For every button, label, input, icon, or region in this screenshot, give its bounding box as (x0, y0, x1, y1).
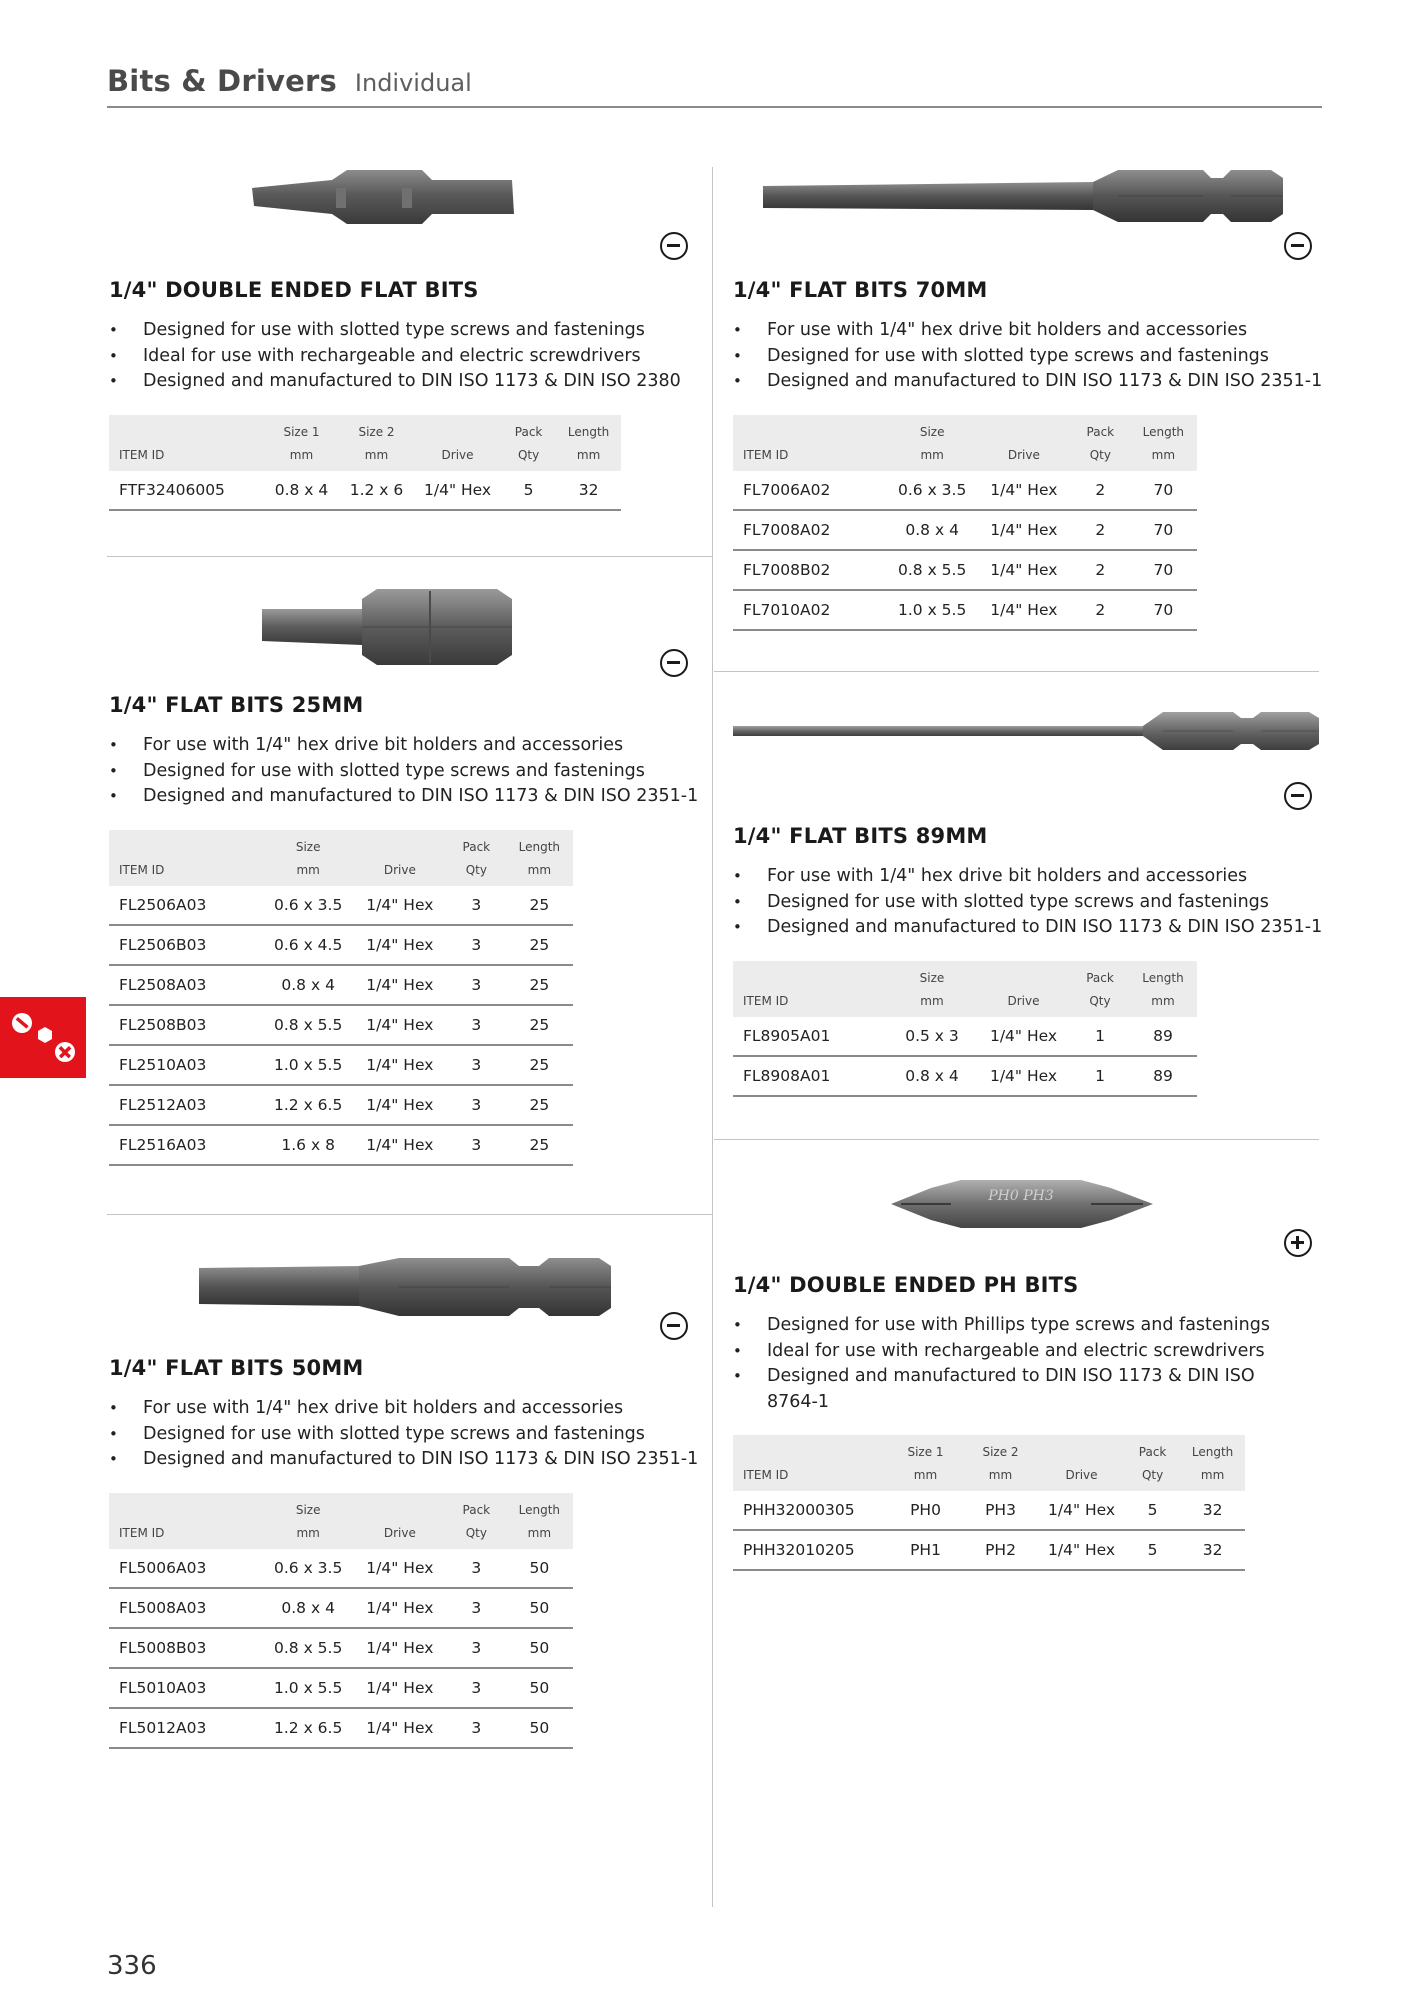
category-tab[interactable] (0, 997, 86, 1078)
page-number: 336 (107, 1951, 157, 1981)
feature-list (109, 1396, 698, 1473)
column-header: ITEM ID (733, 415, 888, 471)
page-header (107, 64, 1322, 108)
feature-item: • Designed for use with slotted type screws and fastenings (733, 344, 1322, 370)
column-header: Drive (976, 415, 1071, 471)
feature-list (109, 318, 681, 395)
column-header: ITEM ID (109, 415, 264, 471)
page-title: Bits & Drivers (107, 64, 337, 98)
table-row: FL5008A03 0.8 x 4 1/4" Hex 3 50 (109, 1588, 573, 1628)
page-subtitle: Individual (354, 69, 472, 97)
slotted-drive-icon (660, 649, 688, 677)
column-header: Size 1 mm (888, 1435, 963, 1491)
table-row: FL2508B03 0.8 x 5.5 1/4" Hex 3 25 (109, 1005, 573, 1045)
spec-table (109, 830, 573, 1166)
column-header: Pack Qty (1071, 961, 1129, 1017)
column-header: Size mm (888, 961, 976, 1017)
spec-table (109, 1493, 573, 1749)
table-body (109, 1549, 573, 1748)
section-title: 1/4" DOUBLE ENDED PH BITS (733, 1273, 1079, 1297)
pack-qty: 5 (501, 471, 556, 510)
feature-item: • For use with 1/4" hex drive bit holders and accessories (733, 864, 1322, 890)
table-row: FL8908A01 0.8 x 4 1/4" Hex 1 89 (733, 1056, 1197, 1096)
table-body (733, 471, 1197, 630)
feature-item: • Designed for use with slotted type screws and fastenings (109, 318, 681, 344)
table-row: FL2506B03 0.6 x 4.5 1/4" Hex 3 25 (109, 925, 573, 965)
table-row: FL2512A03 1.2 x 6.5 1/4" Hex 3 25 (109, 1085, 573, 1125)
column-header: Drive (1038, 1435, 1125, 1491)
table-row: FL5006A03 0.6 x 3.5 1/4" Hex 3 50 (109, 1549, 573, 1588)
item-id: FTF32406005 (109, 471, 264, 510)
feature-item: • Designed and manufactured to DIN ISO 1173 & DIN ISO 2351-1 (109, 1447, 698, 1473)
phillips-drive-icon (1284, 1229, 1312, 1257)
product-image (199, 1254, 611, 1326)
column-header: Length mm (505, 1493, 573, 1549)
column-header: ITEM ID (733, 1435, 888, 1491)
product-flat-bits-89mm (733, 700, 1323, 1120)
column-header: Size mm (264, 830, 352, 886)
spec-table (733, 1435, 1245, 1571)
table-row: FL7010A02 1.0 x 5.5 1/4" Hex 2 70 (733, 590, 1197, 630)
section-title: 1/4" FLAT BITS 50MM (109, 1356, 364, 1380)
bits-category-icon (0, 997, 86, 1078)
feature-item: • Ideal for use with rechargeable and electric screwdrivers (109, 344, 681, 370)
column-header: Pack Qty (447, 830, 505, 886)
table-row: FL5012A03 1.2 x 6.5 1/4" Hex 3 50 (109, 1708, 573, 1748)
table-body (733, 1491, 1245, 1570)
product-image (252, 166, 522, 232)
column-header: Pack Qty (1071, 415, 1129, 471)
product-image (262, 587, 512, 671)
spec-table (733, 415, 1197, 631)
column-header: Length mm (1129, 961, 1197, 1017)
size-1: 0.8 x 4 (264, 471, 339, 510)
section-title: 1/4" FLAT BITS 89MM (733, 824, 988, 848)
product-double-ended-flat-bits (109, 160, 699, 520)
feature-item: • Designed for use with slotted type screws and fastenings (109, 759, 698, 785)
product-flat-bits-70mm (733, 160, 1323, 640)
slotted-drive-icon (660, 232, 688, 260)
table-body (109, 886, 573, 1165)
bit-markings: PH0 PH3 (988, 1188, 1054, 1204)
table-row: FL5010A03 1.0 x 5.5 1/4" Hex 3 50 (109, 1668, 573, 1708)
product-flat-bits-25mm (109, 575, 699, 1175)
feature-list (733, 864, 1322, 941)
feature-item: • Designed for use with slotted type screws and fastenings (109, 1422, 698, 1448)
column-header: Length mm (1129, 415, 1197, 471)
column-header: Drive (352, 1493, 447, 1549)
table-row: FL7008A02 0.8 x 4 1/4" Hex 2 70 (733, 510, 1197, 550)
table-body (733, 1017, 1197, 1096)
table-row: PHH32000305 PH0 PH3 1/4" Hex 5 32 (733, 1491, 1245, 1530)
column-header: Pack Qty (1125, 1435, 1180, 1491)
column-header: Length mm (505, 830, 573, 886)
column-header: Size mm (264, 1493, 352, 1549)
slotted-drive-icon (1284, 232, 1312, 260)
feature-item: • Designed for use with slotted type screws and fastenings (733, 890, 1322, 916)
section-divider (714, 671, 1319, 672)
table-row: PHH32010205 PH1 PH2 1/4" Hex 5 32 (733, 1530, 1245, 1570)
feature-item: • Designed and manufactured to DIN ISO 1173 & DIN ISO 2380 (109, 369, 681, 395)
column-header: Length mm (556, 415, 621, 471)
column-header: Drive (976, 961, 1071, 1017)
column-divider (712, 167, 713, 1907)
feature-item: • For use with 1/4" hex drive bit holders and accessories (733, 318, 1322, 344)
section-title: 1/4" FLAT BITS 70MM (733, 278, 988, 302)
feature-item: • Designed and manufactured to DIN ISO 1173 & DIN ISO 2351-1 (733, 915, 1322, 941)
product-image (763, 166, 1283, 232)
section-divider (107, 1214, 712, 1215)
product-double-ended-ph-bits (733, 1160, 1323, 1580)
drive: 1/4" Hex (414, 471, 501, 510)
spec-table (733, 961, 1197, 1097)
product-image (733, 708, 1319, 758)
column-header: Size 2 mm (963, 1435, 1038, 1491)
feature-list (733, 1313, 1293, 1415)
table-row: FL2510A03 1.0 x 5.5 1/4" Hex 3 25 (109, 1045, 573, 1085)
slotted-drive-icon (1284, 782, 1312, 810)
column-header: ITEM ID (733, 961, 888, 1017)
feature-item: • Designed for use with Phillips type screws and fastenings (733, 1313, 1293, 1339)
spec-table (109, 415, 621, 511)
feature-item: • Ideal for use with rechargeable and electric screwdrivers (733, 1339, 1293, 1365)
table-row: FL2506A03 0.6 x 3.5 1/4" Hex 3 25 (109, 886, 573, 925)
table-row: FL7008B02 0.8 x 5.5 1/4" Hex 2 70 (733, 550, 1197, 590)
column-header: Size mm (888, 415, 976, 471)
column-header: Drive (414, 415, 501, 471)
feature-item: • Designed and manufactured to DIN ISO 1173 & DIN ISO 2351-1 (109, 784, 698, 810)
table-row: FL5008B03 0.8 x 5.5 1/4" Hex 3 50 (109, 1628, 573, 1668)
section-divider (107, 556, 712, 557)
column-header: Pack Qty (447, 1493, 505, 1549)
size-2: 1.2 x 6 (339, 471, 414, 510)
section-title: 1/4" DOUBLE ENDED FLAT BITS (109, 278, 479, 302)
slotted-drive-icon (660, 1312, 688, 1340)
section-divider (714, 1139, 1319, 1140)
table-row (109, 471, 621, 510)
table-row: FL7006A02 0.6 x 3.5 1/4" Hex 2 70 (733, 471, 1197, 510)
feature-item: • For use with 1/4" hex drive bit holders and accessories (109, 733, 698, 759)
product-flat-bits-50mm (109, 1236, 699, 1766)
length: 32 (556, 471, 621, 510)
feature-item: • For use with 1/4" hex drive bit holders and accessories (109, 1396, 698, 1422)
column-header: Size 2 mm (339, 415, 414, 471)
section-title: 1/4" FLAT BITS 25MM (109, 693, 364, 717)
feature-item: • Designed and manufactured to DIN ISO 1173 & DIN ISO 2351-1 (733, 369, 1322, 395)
product-image (891, 1170, 1153, 1242)
column-header: Drive (352, 830, 447, 886)
column-header: ITEM ID (109, 1493, 264, 1549)
feature-item: • Designed and manufactured to DIN ISO 1173 & DIN ISO 8764-1 (733, 1364, 1293, 1415)
column-header: Pack Qty (501, 415, 556, 471)
feature-list (109, 733, 698, 810)
column-header: ITEM ID (109, 830, 264, 886)
feature-list (733, 318, 1322, 395)
column-header: Size 1 mm (264, 415, 339, 471)
table-row: FL2508A03 0.8 x 4 1/4" Hex 3 25 (109, 965, 573, 1005)
table-row: FL8905A01 0.5 x 3 1/4" Hex 1 89 (733, 1017, 1197, 1056)
column-header: Length mm (1180, 1435, 1245, 1491)
table-row: FL2516A03 1.6 x 8 1/4" Hex 3 25 (109, 1125, 573, 1165)
